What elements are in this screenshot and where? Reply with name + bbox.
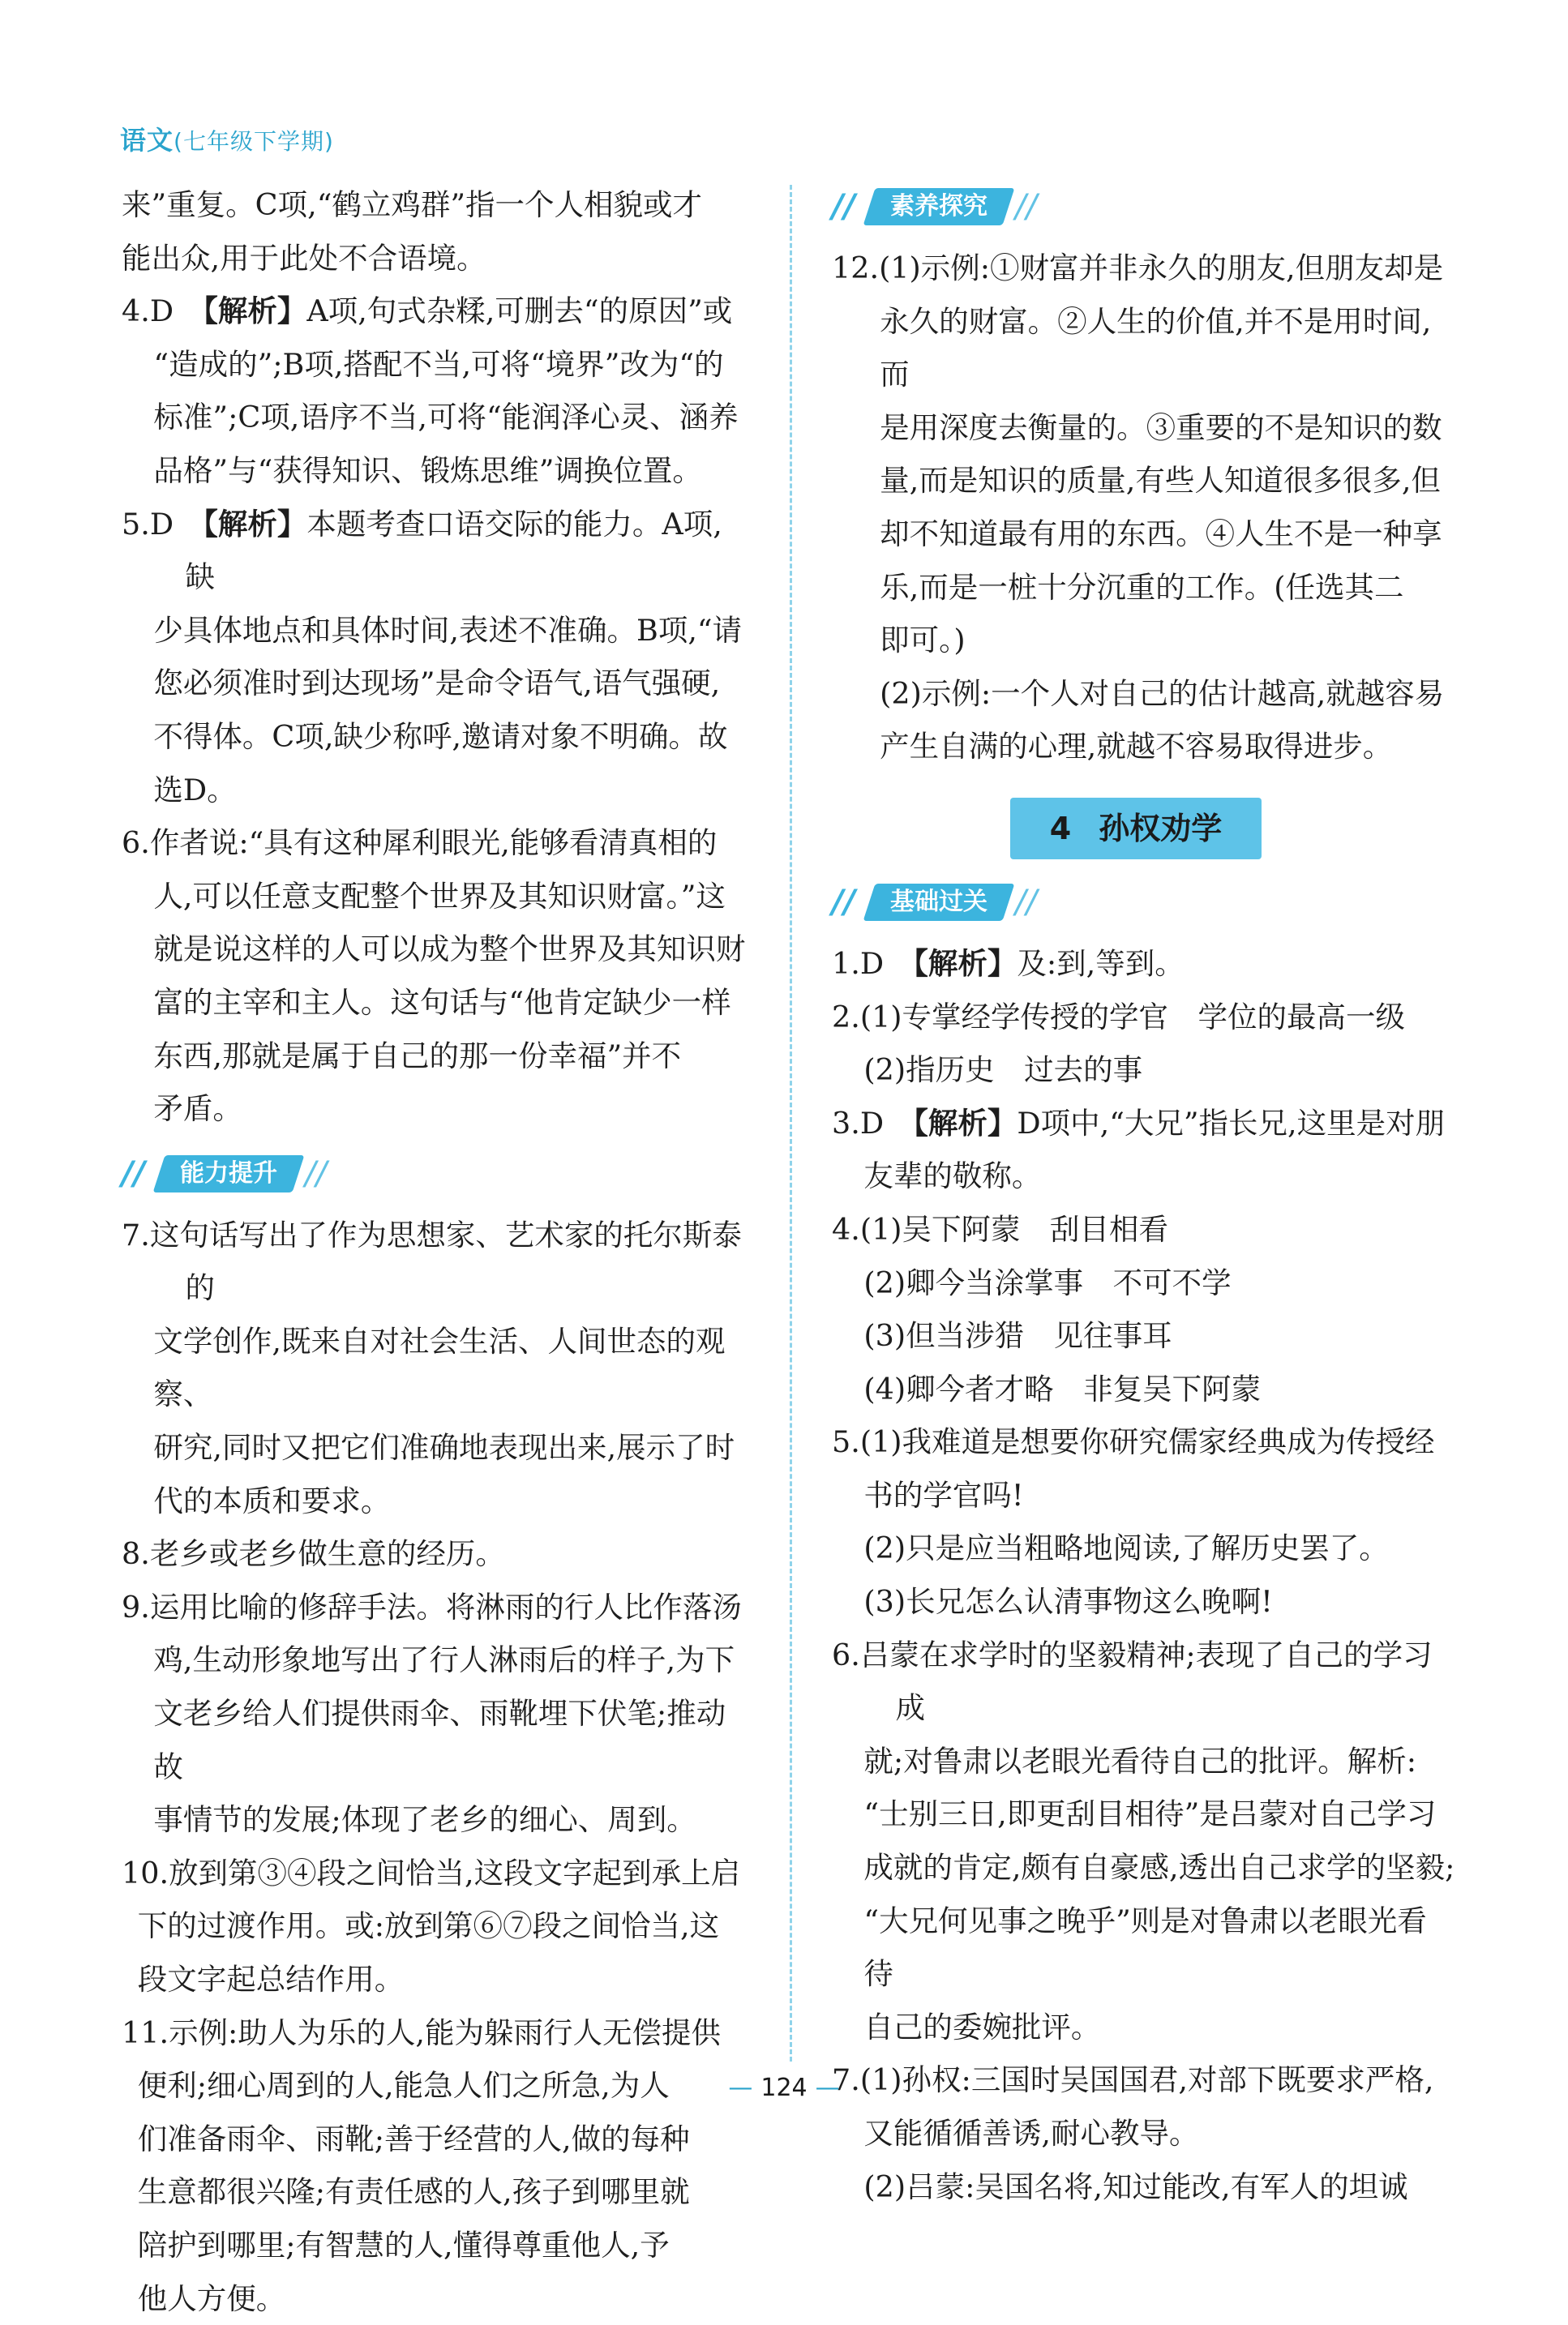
analysis-tag: 【解析】 [203, 506, 307, 542]
answer-item-8 [122, 1527, 746, 1581]
page-number-dash: — [728, 2074, 753, 2102]
item-text: 他人方便。 [137, 2280, 286, 2316]
item-number: 4. [122, 293, 150, 329]
item-text: 乐,而是一桩十分沉重的工作。(任选其二 [880, 569, 1404, 605]
item-text: 矛盾。 [153, 1091, 242, 1127]
item-number: 1. [832, 945, 860, 981]
item-text: (2)示例:一个人对自己的估计越高,就越容易 [880, 675, 1445, 711]
banner-label: 能力提升 [180, 1158, 277, 1188]
page-number [0, 2074, 1568, 2102]
answer-item-12 [832, 242, 1456, 773]
item-text: 本题考查口语交际的能力。A项,缺 [185, 506, 722, 595]
banner-slash-icon: // [122, 1154, 146, 1192]
item-answer: D [149, 293, 174, 329]
banner-hatch-icon: // [1015, 883, 1037, 921]
lesson-title [1010, 798, 1262, 859]
section-banner-ability [122, 1142, 746, 1205]
right-column [832, 183, 1456, 2213]
item-answer: D [859, 945, 885, 981]
item-text: 示例:助人为乐的人,能为躲雨行人无偿提供 [169, 2015, 721, 2050]
item-text: 老乡或老乡做生意的经历。 [149, 1536, 505, 1572]
banner-slash-icon: // [832, 883, 856, 921]
item-text: 您必须准时到达现场”是命令语气,语气强硬, [153, 666, 721, 701]
item-text: 生意都很兴隆;有责任感的人,孩子到哪里就 [137, 2174, 690, 2210]
item-text: (3)长兄怎么认清事物这么晚啊! [863, 1584, 1273, 1620]
item-number: 6. [122, 825, 150, 861]
item-text: 友辈的敬称。 [863, 1158, 1042, 1194]
item-number: 11. [122, 2015, 169, 2050]
item-text: 标准”;C项,语序不当,可将“能润泽心灵、涵养 [153, 400, 739, 435]
item-text: (1)吴下阿蒙 刮目相看 [859, 1211, 1169, 1247]
item-number: 10. [122, 1855, 169, 1890]
continuation-line: 来”重复。C项,“鹤立鸡群”指一个人相貌或才 [122, 187, 703, 222]
item-number: 9. [122, 1589, 150, 1625]
banner-hatch-icon: // [305, 1154, 327, 1192]
item-text: (4)卿今者才略 非复吴下阿蒙 [863, 1371, 1262, 1407]
item-text: 却不知道最有用的东西。④人生不是一种享 [880, 516, 1442, 551]
banner-slash-icon: // [832, 188, 856, 225]
answer-item-5 [832, 1415, 1456, 1628]
answer-item-7 [122, 1209, 746, 1528]
item-text: 量,而是知识的质量,有些人知道很多很多,但 [880, 463, 1441, 499]
item-text: 就是说这样的人可以成为整个世界及其知识财 [153, 931, 746, 967]
item-text: (1)孙权:三国时吴国国君,对部下既要求严格, [859, 2062, 1434, 2098]
item-text: 又能循循善诱,耐心教导。 [863, 2116, 1199, 2151]
item-number: 6. [832, 1637, 860, 1672]
section-banner-inquiry [832, 175, 1456, 238]
item-answer: D [149, 506, 174, 542]
item-text: 放到第③④段之间恰当,这段文字起到承上启 [169, 1855, 741, 1890]
item-number: 3. [832, 1105, 860, 1141]
answer-item-3 [832, 1097, 1456, 1203]
banner-label: 素养探究 [890, 192, 987, 221]
item-text: 这句话写出了作为思想家、艺术家的托尔斯泰的 [149, 1217, 742, 1306]
answer-item-1 [832, 937, 1456, 991]
item-text: (2)吕蒙:吴国名将,知过能改,有军人的坦诚 [863, 2169, 1408, 2204]
item-number: 7. [122, 1217, 150, 1252]
item-text: “士别三日,即更刮目相待”是吕蒙对自己学习 [863, 1796, 1437, 1832]
grade-label: (七年级下学期) [174, 128, 334, 155]
analysis-tag: 【解析】 [203, 293, 307, 329]
item-text: 自己的委婉批评。 [863, 2009, 1101, 2045]
item-text: 便利;细心周到的人,能急人们之所急,为人 [137, 2068, 670, 2104]
item-text: (2)只是应当粗略地阅读,了解历史罢了。 [863, 1531, 1389, 1566]
item-number: 7. [832, 2062, 860, 2098]
answer-item-4 [122, 285, 746, 497]
item-number: 12. [832, 250, 880, 285]
item-text: 是用深度去衡量的。③重要的不是知识的数 [880, 409, 1442, 445]
item-text: 品格”与“获得知识、锻炼思维”调换位置。 [153, 452, 702, 488]
item-text: 们准备雨伞、雨靴;善于经营的人,做的每种 [137, 2121, 690, 2156]
item-text: 鸡,生动形象地写出了行人淋雨后的样子,为下 [153, 1642, 735, 1678]
item-text: 不得体。C项,缺少称呼,邀请对象不明确。故 [153, 718, 728, 754]
page-number-dash: — [815, 2074, 840, 2102]
item-number: 4. [832, 1211, 860, 1247]
banner-hatch-icon: // [1015, 188, 1037, 225]
answer-item-10 [122, 1847, 746, 2006]
item-text: (2)指历史 过去的事 [863, 1052, 1143, 1088]
item-text: 即可。) [880, 623, 966, 658]
item-text: A项,句式杂糅,可删去“的原因”或 [306, 293, 733, 329]
item-text: 事情节的发展;体现了老乡的细心、周到。 [153, 1802, 696, 1838]
item-text: 文老乡给人们提供雨伞、雨靴埋下伏笔;推动故 [153, 1696, 726, 1784]
analysis-tag: 【解析】 [913, 1105, 1017, 1141]
item-text: 成就的肯定,颇有自豪感,透出自己求学的坚毅; [863, 1850, 1455, 1886]
item-text: 吕蒙在求学时的坚毅精神;表现了自己的学习成 [859, 1637, 1433, 1726]
item-text: D项中,“大兄”指长兄,这里是对朋 [1017, 1105, 1446, 1141]
item-text: (1)示例:①财富并非永久的朋友,但朋友却是 [879, 250, 1444, 285]
item-text: 人,可以任意支配整个世界及其知识财富。”这 [153, 878, 726, 914]
item-number: 5. [832, 1424, 860, 1460]
item-text: 永久的财富。②人生的价值,并不是用时间,而 [880, 303, 1432, 392]
left-column [122, 178, 746, 2325]
item-text: (3)但当涉猎 见往事耳 [863, 1318, 1172, 1354]
section-banner-basic [832, 871, 1456, 934]
analysis-tag: 【解析】 [913, 945, 1017, 981]
subject-label: 语文 [120, 125, 174, 156]
lesson-number: 4 [1049, 810, 1072, 846]
item-text: (1)我难道是想要你研究儒家经典成为传授经 [859, 1424, 1435, 1460]
item-text: (1)专掌经学传授的学官 学位的最高一级 [859, 999, 1406, 1034]
answer-item-11 [122, 2006, 746, 2325]
item-text: 少具体地点和具体时间,表述不准确。B项,“请 [153, 612, 743, 648]
item-number: 8. [122, 1536, 150, 1572]
item-number: 5. [122, 506, 150, 542]
item-text: 段文字起总结作用。 [137, 1962, 405, 1997]
item-text: 作者说:“具有这种犀利眼光,能够看清真相的 [149, 825, 718, 861]
answer-item-6 [832, 1629, 1456, 2054]
item-text: 就;对鲁肃以老眼光看待自己的批评。解析: [863, 1743, 1417, 1779]
item-answer: D [859, 1105, 885, 1141]
answer-item-6 [122, 816, 746, 1136]
item-number: 2. [832, 999, 860, 1034]
item-text: 运用比喻的修辞手法。将淋雨的行人比作落汤 [149, 1589, 742, 1625]
item-text: 东西,那就是属于自己的那一份幸福”并不 [153, 1038, 682, 1073]
item-text: 下的过渡作用。或:放到第⑥⑦段之间恰当,这 [137, 1908, 720, 1944]
item-text: (2)卿今当涂掌事 不可不学 [863, 1265, 1232, 1300]
item-text: 富的主宰和主人。这句话与“他肯定缺少一样 [153, 984, 731, 1020]
banner-label: 基础过关 [890, 887, 987, 916]
item-text: 文学创作,既来自对社会生活、人间世态的观察、 [153, 1323, 726, 1412]
item-text: “造成的”;B项,搭配不当,可将“境界”改为“的 [153, 346, 724, 382]
page-header [120, 120, 334, 157]
column-divider [790, 185, 792, 2062]
item-text: 及:到,等到。 [1017, 945, 1185, 981]
answer-item-4 [832, 1203, 1456, 1415]
continuation-line: 能出众,用于此处不合语境。 [122, 240, 486, 276]
item-text: 产生自满的心理,就越不容易取得进步。 [880, 729, 1393, 764]
item-text: 选D。 [153, 772, 237, 807]
item-text: 研究,同时又把它们准确地表现出来,展示了时 [153, 1430, 735, 1466]
item-text: 陪护到哪里;有智慧的人,懂得尊重他人,予 [137, 2227, 670, 2263]
item-text: 代的本质和要求。 [153, 1483, 391, 1518]
item-text: “大兄何见事之晚乎”则是对鲁肃以老眼光看待 [863, 1903, 1427, 1992]
answer-item-2 [832, 991, 1456, 1097]
answer-item-9 [122, 1581, 746, 1847]
answer-item-5 [122, 498, 746, 817]
item-text: 书的学官吗! [863, 1477, 1024, 1513]
lesson-name: 孙权劝学 [1099, 810, 1223, 846]
page-number-value: 124 [760, 2074, 808, 2102]
